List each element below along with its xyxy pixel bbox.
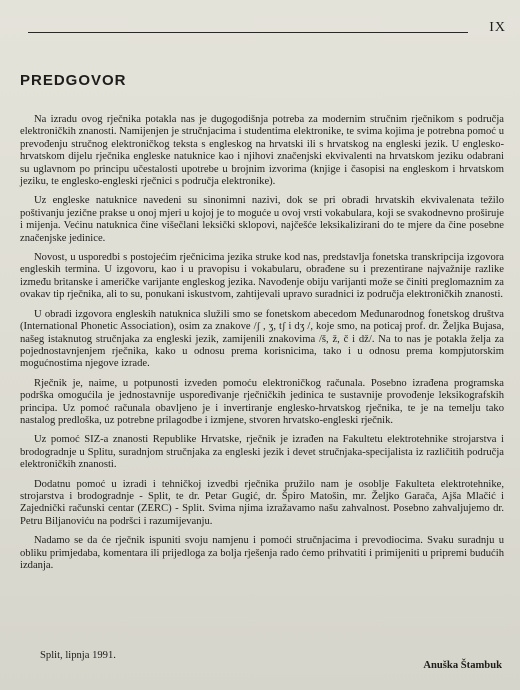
author-name: Anuška Štambuk <box>423 660 502 671</box>
page-title: PREDGOVOR <box>20 72 127 89</box>
body-text <box>20 114 504 579</box>
paragraph: Uz pomoć SIZ-a znanosti Republike Hrvatske, rječnik je izrađen na Fakultetu elektrotehnike strojarstva i brodogradnje u Splitu, suradnjom stručnjaka za engleski jezik i devet stručnjaka-specijalista iz različitih područja elektroničkih znanosti. <box>20 434 504 471</box>
paragraph: Dodatnu pomoć u izradi i tehničkoj izvedbi rječnika pružilo nam je osoblje Fakulteta elektrotehnike, strojarstva i brodogradnje - Split, te dr. Petar Gugić, dr. Špiro Matošin, mr. Željko Garača, Ajša Mlačić i Zajednički računski centar (ZERC) - Split. Svima njima izražavamo našu zahvalnost. Posebno zahvaljujemo dr. Petru Biljanoviću na podršci i razumijevanju. <box>20 478 504 527</box>
page-number: IX <box>489 20 506 35</box>
paragraph: Nadamo se da će rječnik ispuniti svoju namjenu i pomoći stručnjacima i prevodiocima. Svaku suradnju u obliku primjedaba, komentara ili prijedloga za bolja rješenja rado ćemo prihvatiti i primijeniti u pripremi budućih izdanja. <box>20 535 504 571</box>
header-rule <box>28 32 468 33</box>
paragraph: Uz engleske natuknice navedeni su sinonimni nazivi, dok se pri obradi hrvatskih ekvivalenata težilo poštivanju jezične prakse u onoj mjeri u kojoj je to moguće u ovoj vrsti vokabulara, koji se svakodnevno proširuje i mijenja. Većinu natuknica čine višečlani leksički sklopovi, najčešće leksikalizirani do te mjere da čine posebne značenjske jedinice. <box>20 195 504 244</box>
place-date: Split, lipnja 1991. <box>40 650 116 661</box>
paragraph: Rječnik je, naime, u potpunosti izveden pomoću elektroničkog računala. Posebno izrađena programska podrška omogućila je jednostavnije uspoređivanje rječničkih jedinica te sustavnije provođenje leksikografskih principa. Uz pomoć računala obavljeno je i invertiranje englesko-hrvatskog rječnika, te je na temelju tako nastalog predloška, uz potrebne prilagodbe i izmjene, stvoren hrvatsko-engleski rječnik. <box>20 377 504 426</box>
paragraph: Na izradu ovog rječnika potakla nas je dugogodišnja potreba za modernim stručnim rječnikom s područja elektroničkih znanosti. Namijenjen je stručnjacima i studentima elektronike, te svima kojima je potrebna pomoć u prevođenju stručnog elektroničkog teksta s engleskog na hrvatski ili s hrvatskog na engleski jezik. U englesko-hrvatskom dijelu rječnika engleske natuknice kao i njihovi značenjski ekvivalenti na hrvatskom jeziku odabrani su uglavnom po principu učestalosti upotrebe u brojnim izvorima (knjige i časopisi na engleskom i hrvatskom jeziku, te englesko-engleski rječnici s područja elektronike). <box>20 114 504 188</box>
paragraph: U obradi izgovora engleskih natuknica služili smo se fonetskom abecedom Međunarodnog fonetskog društva (International Phonetic Association), osim za znakove /ʃ , ʒ, tʃ i dʒ /, koje smo, na poticaj prof. dr. Željka Bujasa, našeg istaknutog stručnjaka za engleski jezik, zamijenili znakovima /š, ž, č i dž/. Na to nas je potakla želja za pojednostavnjenjem rječnika, kako u odnosu prema korisnicima, tako i u odnosu prema kompjutorskim mogućnostima njegove izrade. <box>20 308 504 370</box>
paragraph: Novost, u usporedbi s postojećim rječnicima jezika struke kod nas, predstavlja fonetska transkripcija izgovora engleskih termina. U izgovoru, kao i u pravopisu i vokabularu, obrađene su i prezentirane najvažnije razlike između britanske i američke varijante engleskog jezika. Navođenje obiju varijanti može se činiti preglomaznim za ovakav tip rječnika, ali to su, ponukani iskustvom, zahtijevali upravo suradnici iz područja elektroničkih znanosti. <box>20 252 504 301</box>
